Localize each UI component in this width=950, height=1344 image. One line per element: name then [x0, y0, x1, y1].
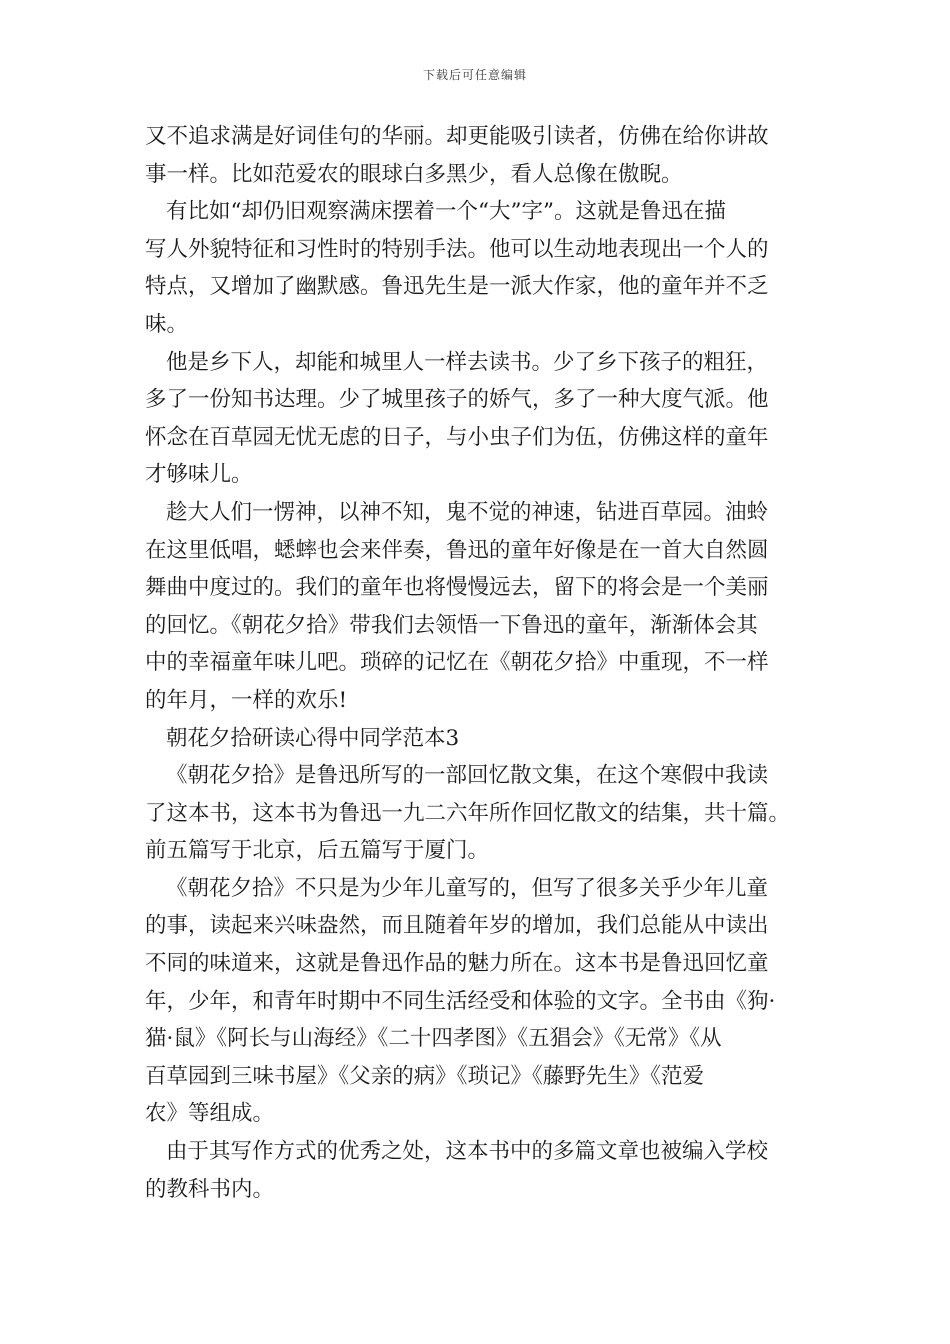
- text-line: 《朝花夕拾》不只是为少年儿童写的，但写了很多关乎少年儿童: [166, 875, 769, 901]
- text-line: 又不追求满是好词佳句的华丽。却更能吸引读者，仿佛在给你讲故: [145, 124, 769, 149]
- text-line: 前五篇写于北京，后五篇写于厦门。: [145, 838, 490, 864]
- text-line: 才够味儿。: [145, 462, 253, 488]
- text-line: 怀念在百草园无忧无虑的日子，与小虫子们为伍，仿佛这样的童年: [145, 424, 769, 450]
- text-line: 的回忆。《朝花夕拾》带我们去领悟一下鲁迅的童年，渐渐体会其: [145, 612, 758, 638]
- document-body: [145, 118, 825, 1208]
- text-line: 多了一份知书达理。少了城里孩子的娇气，多了一种大度气派。他: [145, 387, 769, 413]
- text-line: 不同的味道来，这就是鲁迅作品的魅力所在。这本书是鲁迅回忆童: [145, 951, 769, 977]
- text-line: 由于其写作方式的优秀之处，这本书中的多篇文章也被编入学校: [166, 1139, 769, 1165]
- text-line: 年，少年，和青年时期中不同生活经受和体验的文字。全书由《狗·: [145, 988, 776, 1014]
- text-line: 在这里低唱，蟋蟀也会来伴奏，鲁迅的童年好像是在一首大自然圆: [145, 537, 769, 563]
- text-line: 猫·鼠》《阿长与山海经》《二十四孝图》《五猖会》《无常》《从: [145, 1026, 722, 1052]
- text-line: 味。: [145, 311, 189, 337]
- text-line: 中的幸福童年味儿吧。琐碎的记忆在《朝花夕拾》中重现，不一样: [145, 650, 769, 676]
- text-line: 事一样。比如范爱农的眼球白多黑少，看人总像在傲睨。: [145, 161, 683, 187]
- text-line: 趁大人们一愣神，以神不知，鬼不觉的神速，钻进百草园。油蛉: [166, 499, 769, 525]
- text-line: 《朝花夕拾》是鲁迅所写的一部回忆散文集，在这个寒假中我读: [166, 763, 769, 789]
- text-line: 百草园到三味书屋》《父亲的病》《琐记》《藤野先生》《范爱: [145, 1063, 705, 1089]
- text-line: 农》等组成。: [145, 1101, 275, 1127]
- text-line: 舞曲中度过的。我们的童年也将慢慢远去，留下的将会是一个美丽: [145, 575, 769, 601]
- page-header: 下载后可任意编辑: [422, 68, 527, 82]
- text-line: 特点，又增加了幽默感。鲁迅先生是一派大作家，他的童年并不乏: [145, 274, 769, 300]
- text-line: 他是乡下人，却能和城里人一样去读书。少了乡下孩子的粗狂，: [166, 349, 769, 375]
- text-line: 朝花夕拾研读心得中同学范本3: [166, 725, 460, 751]
- text-line: 的事，读起来兴味盎然，而且随着年岁的增加，我们总能从中读出: [145, 913, 769, 939]
- text-line: 有比如“却仍旧观察满床摆着一个“大”字”。这就是鲁迅在描: [166, 199, 726, 225]
- text-line: 的年月，一样的欢乐!: [145, 687, 348, 713]
- text-line: 写人外貌特征和习性时的特别手法。他可以生动地表现出一个人的: [145, 236, 769, 262]
- text-line: 了这本书，这本书为鲁迅一九二六年所作回忆散文的结集，共十篇。: [145, 800, 791, 826]
- text-line: 的教科书内。: [145, 1176, 275, 1202]
